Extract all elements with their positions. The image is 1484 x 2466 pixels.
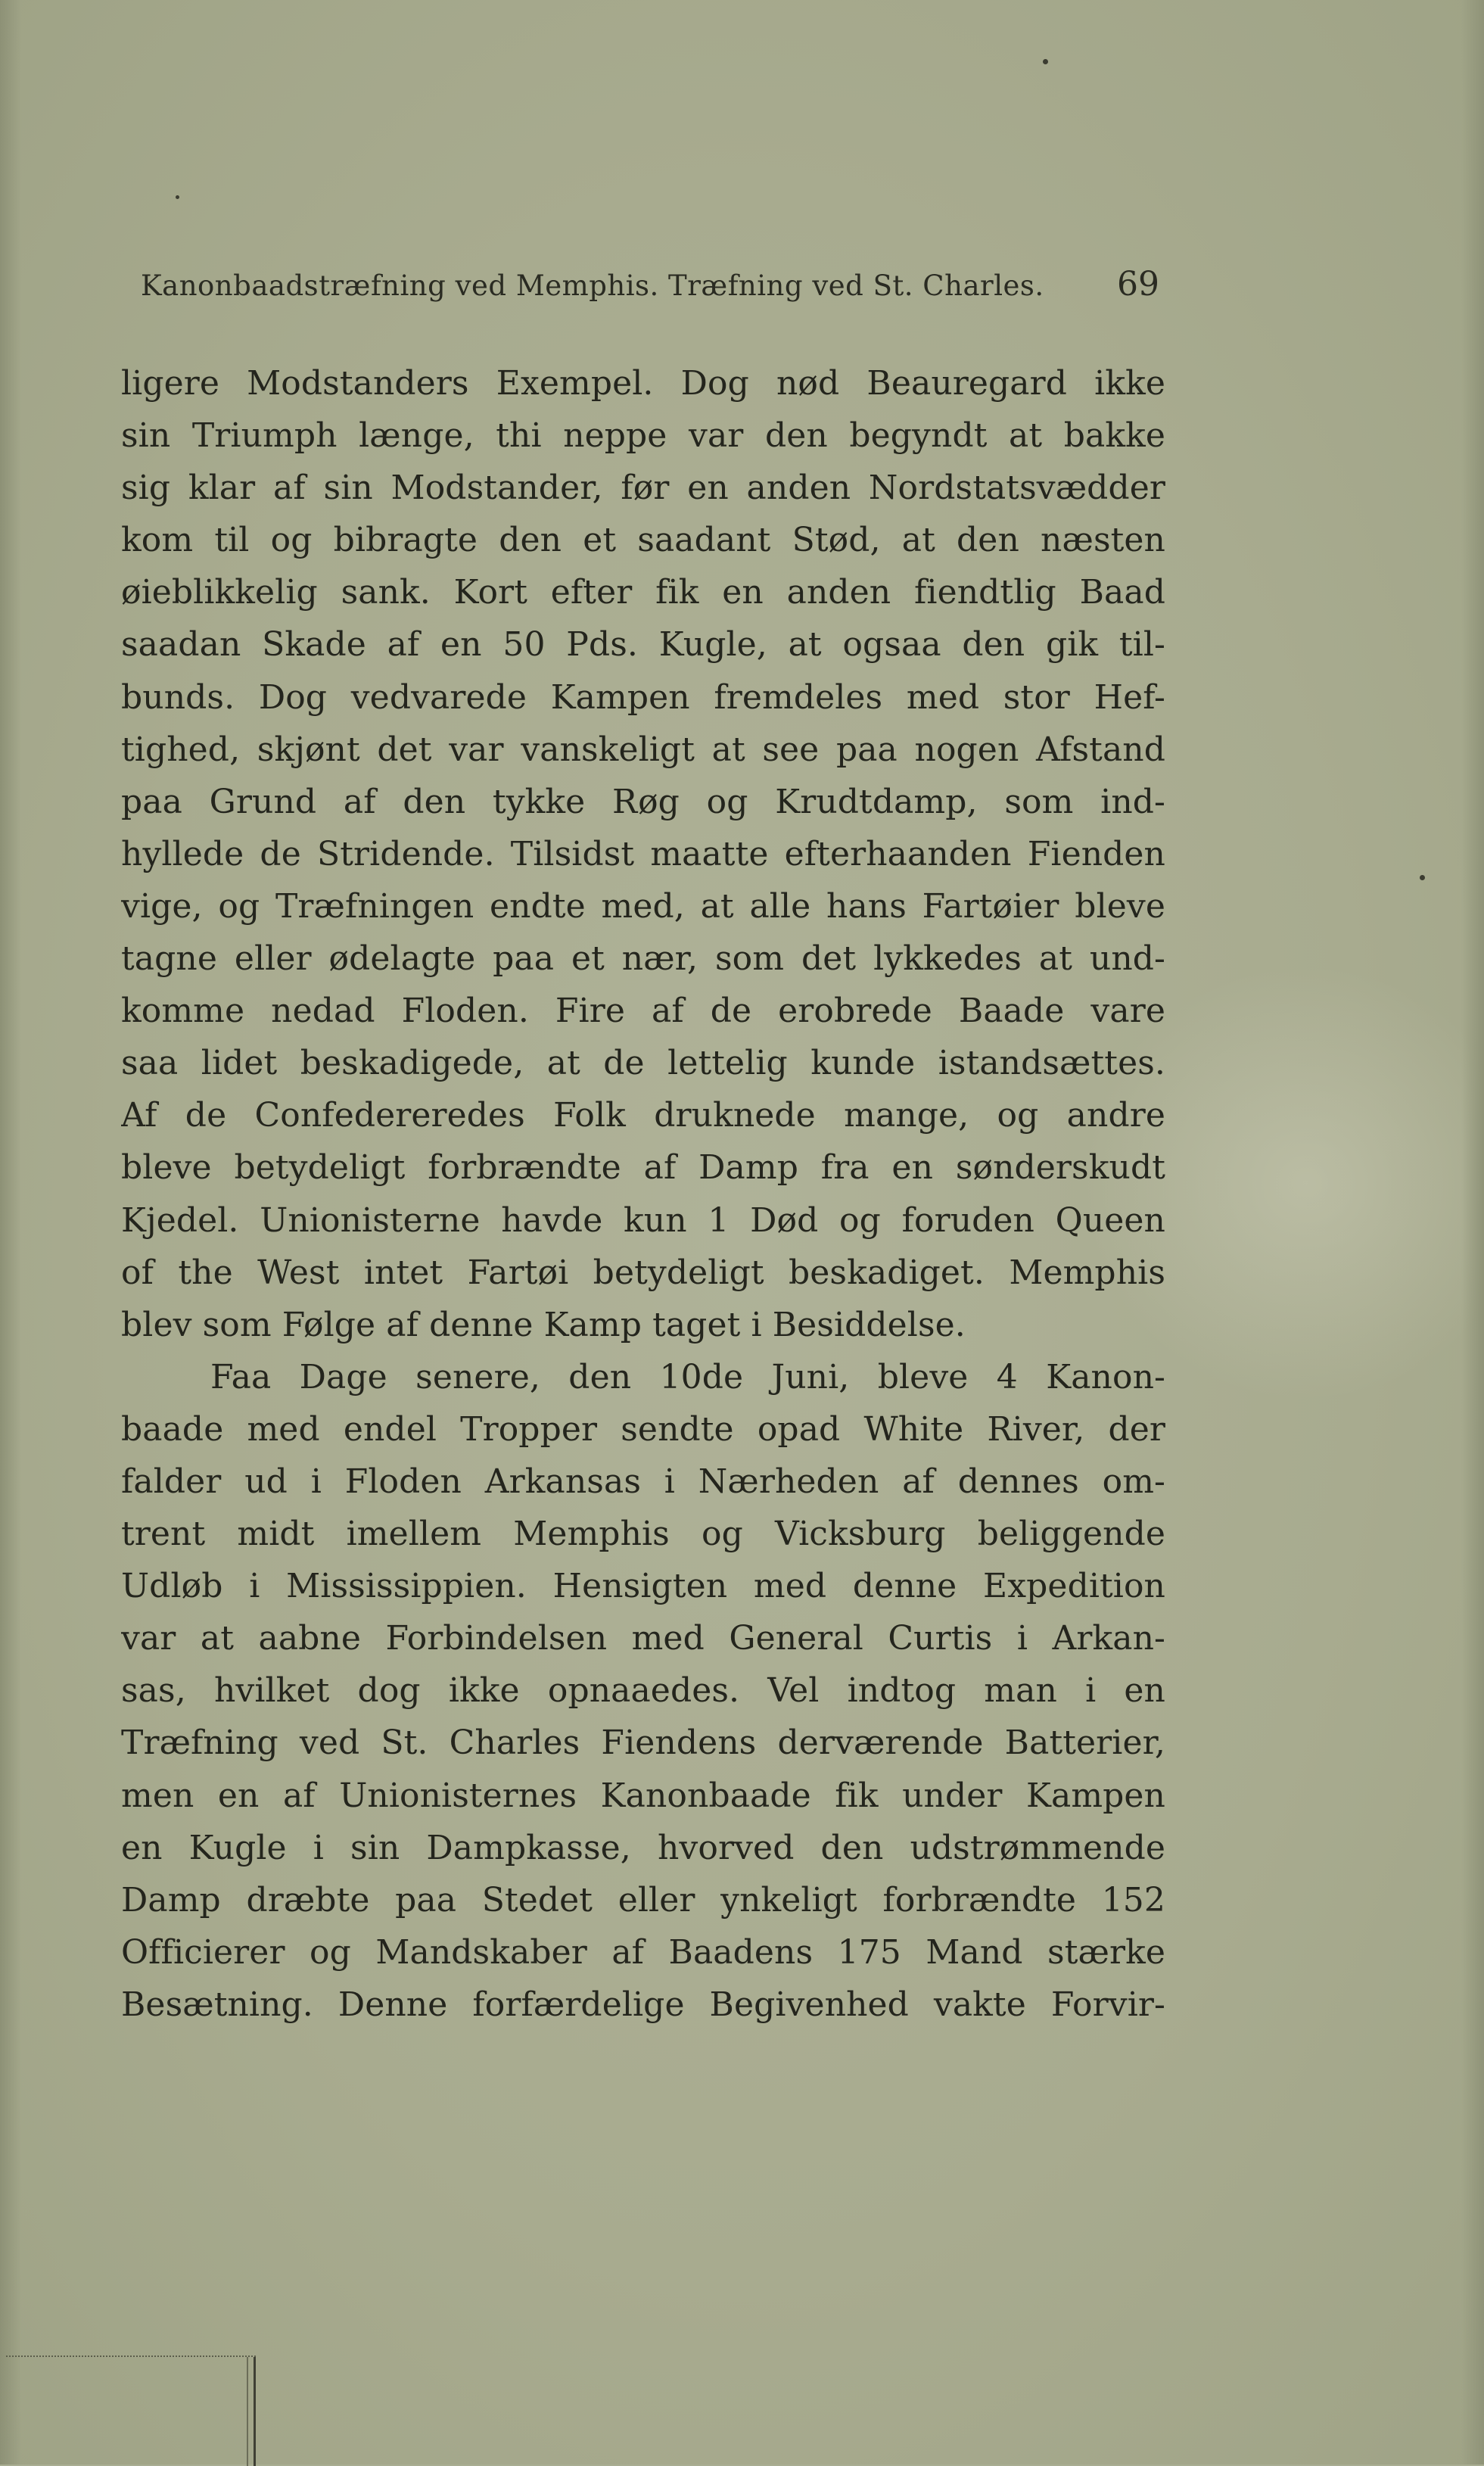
corner-rule bbox=[254, 2357, 256, 2466]
text-line: Udløb i Mississippien. Hensigten med denne Expedition bbox=[121, 1567, 1165, 1606]
text-line: kom til og bibragte den et saadant Stød, at den næsten bbox=[121, 521, 1165, 560]
text-line: ligere Modstanders Exempel. Dog nød Beauregard ikke bbox=[121, 364, 1165, 403]
body-text bbox=[121, 357, 1165, 2031]
running-title: Kanonbaadstræfning ved Memphis. Træfning ved St. Charles. bbox=[141, 269, 1044, 302]
text-line: falder ud i Floden Arkansas i Nærheden af dennes om- bbox=[121, 1462, 1165, 1501]
text-line: Besætning. Denne forfærdelige Begivenhed vakte Forvir- bbox=[121, 1985, 1165, 2024]
paper-speck bbox=[176, 195, 179, 199]
text-line: trent midt imellem Memphis og Vicksburg beliggende bbox=[121, 1515, 1165, 1554]
text-line: Officierer og Mandskaber af Baadens 175 Mand stærke bbox=[121, 1932, 1165, 1972]
text-line: bunds. Dog vedvarede Kampen fremdeles med stor Hef- bbox=[121, 677, 1165, 717]
text-line: saa lidet beskadigede, at de lettelig kunde istandsættes. bbox=[121, 1044, 1165, 1083]
text-line: Kjedel. Unionisterne havde kun 1 Død og foruden Queen bbox=[121, 1200, 1165, 1240]
corner-rule bbox=[247, 2357, 248, 2466]
text-line: sin Triumph længe, thi neppe var den begyndt at bakke bbox=[121, 416, 1165, 456]
text-line: saadan Skade af en 50 Pds. Kugle, at ogsaa den gik til- bbox=[121, 625, 1165, 665]
text-line: vige, og Træfningen endte med, at alle hans Fartøier bleve bbox=[121, 886, 1165, 926]
running-head bbox=[141, 265, 1162, 310]
text-line: tighed, skjønt det var vanskeligt at see paa nogen Afstand bbox=[121, 730, 1165, 769]
text-line: var at aabne Forbindelsen med General Curtis i Arkan- bbox=[121, 1619, 1165, 1658]
paper-speck bbox=[1043, 59, 1048, 64]
text-line: bleve betydeligt forbrændte af Damp fra en sønderskudt bbox=[121, 1148, 1165, 1188]
text-line: hyllede de Stridende. Tilsidst maatte efterhaanden Fienden bbox=[121, 834, 1165, 873]
text-line: komme nedad Floden. Fire af de erobrede Baade vare bbox=[121, 992, 1165, 1031]
text-line: Træfning ved St. Charles Fiendens derværende Batterier, bbox=[121, 1723, 1165, 1763]
text-line: paa Grund af den tykke Røg og Krudtdamp, som ind- bbox=[121, 782, 1165, 821]
text-line: baade med endel Tropper sendte opad White River, der bbox=[121, 1409, 1165, 1449]
text-line: tagne eller ødelagte paa et nær, som det lykkedes at und- bbox=[121, 939, 1165, 979]
text-line: sas, hvilket dog ikke opnaaedes. Vel indtog man i en bbox=[121, 1671, 1165, 1711]
page-left-edge bbox=[0, 0, 21, 2464]
page-number: 69 bbox=[1117, 265, 1159, 304]
paragraph-first-line: Faa Dage senere, den 10de Juni, bleve 4 Kanon- bbox=[210, 1357, 1165, 1396]
text-line: of the West intet Fartøi betydeligt beskadiget. Memphis bbox=[121, 1253, 1165, 1292]
page-corner-mark bbox=[6, 2355, 256, 2466]
paper-speck bbox=[1420, 875, 1425, 880]
page-right-edge bbox=[1461, 0, 1484, 2464]
text-line: sig klar af sin Modstander, før en anden Nordstatsvædder bbox=[121, 469, 1165, 508]
text-line: Damp dræbte paa Stedet eller ynkeligt forbrændte 152 bbox=[121, 1880, 1165, 1920]
text-line: øieblikkelig sank. Kort efter fik en anden fiendtlig Baad bbox=[121, 573, 1165, 612]
text-line: en Kugle i sin Dampkasse, hvorved den udstrømmende bbox=[121, 1828, 1165, 1867]
text-line: men en af Unionisternes Kanonbaade fik under Kampen bbox=[121, 1776, 1165, 1815]
paragraph-last-line: blev som Følge af denne Kamp taget i Besiddelse. bbox=[121, 1305, 966, 1344]
text-line: Af de Confedereredes Folk druknede mange, og andre bbox=[121, 1096, 1165, 1135]
